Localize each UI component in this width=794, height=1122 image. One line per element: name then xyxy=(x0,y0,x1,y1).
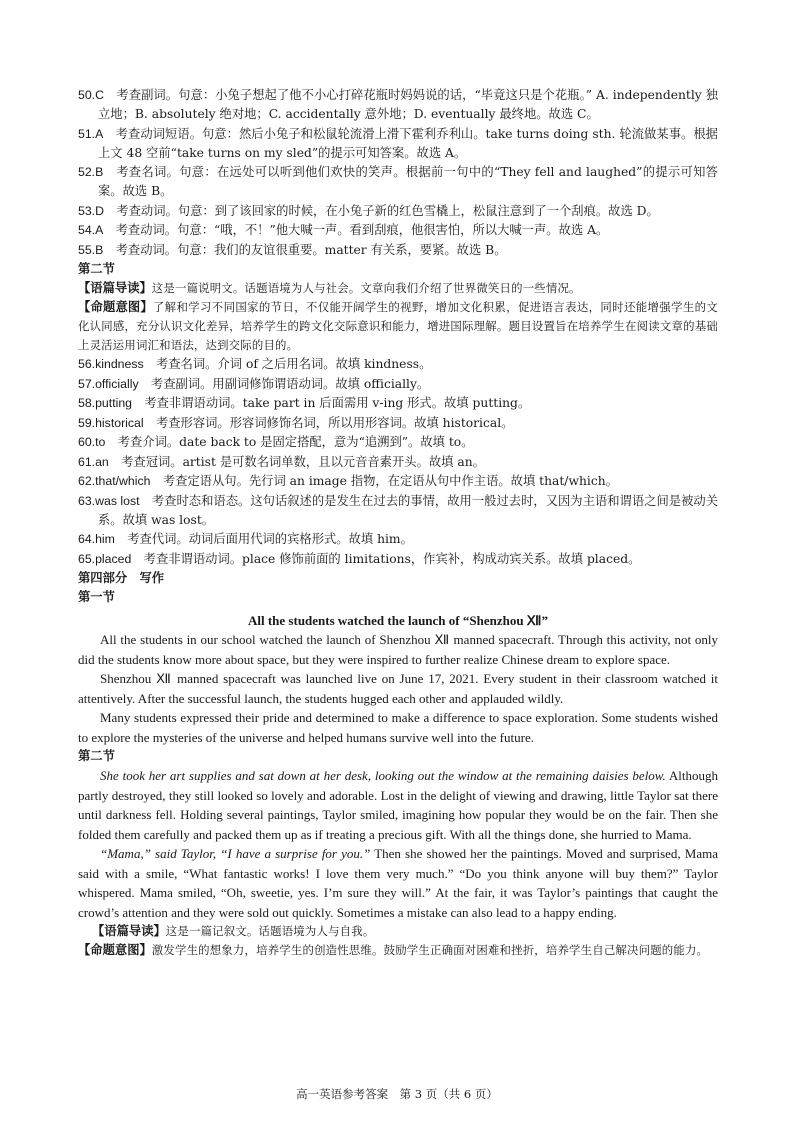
answer-number: 63.was lost xyxy=(78,493,140,508)
part-4-section-2-heading: 第二节 xyxy=(78,749,115,763)
essay-paragraph: All the students in our school watched the launch of Shenzhou Ⅻ manned spacecraft. Through this activity, not only did the students know more about space, but they were inspired to further realize Chinese dream to explore space. xyxy=(78,632,718,667)
answer-item xyxy=(78,241,718,260)
answer-number: 50.C xyxy=(78,88,104,102)
answer-number: 51.A xyxy=(78,126,104,141)
answer-item xyxy=(78,163,718,201)
design-intent-1 xyxy=(78,298,718,355)
story-p1-opening: She took her art supplies and sat down at her desk, looking out the window at the remaining daisies below. xyxy=(100,768,666,783)
intent-text: 激发学生的想象力，培养学生的创造性思维。鼓励学生正确面对困难和挫折，培养学生自己解决问题的能力。 xyxy=(151,943,709,957)
answer-explanation: 考查定语从句。先行词 an image 指物，在定语从句中作主语。故填 that/which。 xyxy=(162,474,618,488)
answer-item xyxy=(78,125,718,163)
answer-explanation: 考查副词。用副词修饰谓语动词。故填 officially。 xyxy=(150,376,430,391)
answer-item xyxy=(78,550,718,569)
answer-explanation: 考查非谓语动词。take part in 后面需用 v-ing 形式。故填 putting。 xyxy=(144,396,531,410)
answer-item xyxy=(78,414,718,433)
answer-item xyxy=(78,221,718,240)
answer-item xyxy=(78,433,718,452)
part-4-heading: 第四部分 写作 xyxy=(78,571,165,585)
answer-item xyxy=(78,472,718,491)
page-footer: 高一英语参考答案 第 3 页（共 6 页） xyxy=(296,1087,498,1101)
answer-item xyxy=(78,202,718,221)
answer-explanation: 考查冠词。artist 是可数名词单数，且以元音音素开头。故填 an。 xyxy=(121,454,485,469)
answer-explanation: 考查副词。句意：小兔子想起了他不小心打碎花瓶时妈妈说的话，“毕竟这只是个花瓶。” A. independently 独立地；B. absolutely 绝对地；C. accidentally 意外地；D. eventually 最终地。故选 C。 xyxy=(98,88,718,121)
answer-explanation: 考查名词。介词 of 之后用名词。故填 kindness。 xyxy=(155,357,432,371)
guide-tag: 【语篇导读】 xyxy=(92,924,166,938)
answer-item xyxy=(78,355,718,374)
answer-explanation: 考查名词。句意：在远处可以听到他们欢快的笑声。根据前一句中的“They fell and laughed”的提示可知答案。故选 B。 xyxy=(98,165,718,198)
answer-number: 57.officially xyxy=(78,376,139,391)
essay-paragraph: Many students expressed their pride and determined to make a difference to space exploration. Some students wished to explore the mysteries of the universe and helped humans survive well into the future. xyxy=(78,710,718,745)
story-p1-body: Although partly destroyed, they still looked so lovely and adorable. Lost in the delight of viewing and drawing, little Taylor sat there until darkness fell. Holding several paintings, Taylor smiled, imagining how popular they would be on the fair. Then she folded them carefully and packed them up as if treating a precious gift. With all the things done, she hurried to Mama. xyxy=(78,768,718,842)
answer-item xyxy=(78,394,718,413)
answer-item xyxy=(78,453,718,472)
intent-tag: 【命题意图】 xyxy=(78,943,152,957)
answer-explanation: 考查动词短语。句意：然后小兔子和松鼠轮流滑上滑下霍利乔利山。take turns doing sth. 轮流做某事。根据上文 48 空前“take turns on my sled”的提示可知答案。故选 A。 xyxy=(98,126,718,160)
answer-number: 64.him xyxy=(78,532,115,546)
passage-guide-1 xyxy=(78,279,718,298)
answer-explanation: 考查动词。句意：到了该回家的时候，在小兔子新的红色雪橇上，松鼠注意到了一个刮痕。故选 D。 xyxy=(116,203,659,218)
answer-explanation: 考查动词。句意：“哦，不！”他大喊一声。看到刮痕，他很害怕，所以大喊一声。故选 A。 xyxy=(115,223,609,237)
guide-text: 这是一篇说明文。话题语境为人与社会。文章向我们介绍了世界微笑日的一些情况。 xyxy=(151,281,581,295)
answer-item xyxy=(78,492,718,530)
intent-text: 了解和学习不同国家的节日，不仅能开阔学生的视野，增加文化积累，促进语言表达，同时还能增强学生的文化认同感，充分认识文化差异，培养学生的跨文化交际意识和能力，增进国际理解。题目设置旨在培养学生在阅读文章的基础上灵活运用词汇和语法，达到交际的目的。 xyxy=(78,300,718,352)
part-4-section-1-heading: 第一节 xyxy=(78,590,115,604)
passage-guide-2 xyxy=(78,922,718,941)
answer-number: 55.B xyxy=(78,242,104,257)
answer-number: 52.B xyxy=(78,165,104,179)
answer-item xyxy=(78,530,718,549)
answer-number: 61.an xyxy=(78,454,109,469)
story-p2-opening: “Mama,” said Taylor, “I have a surprise for you.” xyxy=(100,846,371,861)
guide-tag: 【语篇导读】 xyxy=(78,281,152,295)
story-paragraph-1 xyxy=(78,766,718,844)
essay-body xyxy=(78,630,718,747)
answer-explanation: 考查时态和语态。这句话叙述的是发生在过去的事情，故用一般过去时，又因为主语和谓语之间是被动关系。故填 was lost。 xyxy=(98,493,718,527)
answer-explanation: 考查介词。date back to 是固定搭配，意为“追溯到”。故填 to。 xyxy=(117,435,474,449)
answer-item xyxy=(78,86,718,124)
answer-explanation: 考查非谓语动词。place 修饰前面的 limitations，作宾补，构成动宾关系。故填 placed。 xyxy=(143,551,641,566)
section-2-heading: 第二节 xyxy=(78,262,115,276)
answer-explanation: 考查形容词。形容词修饰名词，所以用形容词。故填 historical。 xyxy=(155,415,514,430)
answer-number: 59.historical xyxy=(78,415,144,430)
story-paragraph-2 xyxy=(78,844,718,922)
guide-text: 这是一篇记叙文。话题语境为人与自我。 xyxy=(165,924,375,938)
answer-explanation: 考查代词。动词后面用代词的宾格形式。故填 him。 xyxy=(127,532,413,546)
answer-number: 65.placed xyxy=(78,551,132,566)
answer-explanation: 考查动词。句意：我们的友谊很重要。matter 有关系，要紧。故选 B。 xyxy=(115,242,507,257)
design-intent-2 xyxy=(78,941,718,960)
answer-number: 60.to xyxy=(78,435,106,449)
answer-item xyxy=(78,375,718,394)
essay-title: All the students watched the launch of “Shenzhou Ⅻ” xyxy=(247,613,549,628)
answer-number: 56.kindness xyxy=(78,357,144,371)
story-p2-body: Then she showed her the paintings. Moved and surprised, Mama said with a smile, “What fantastic works! I love them very much.” “Do you think anyone will buy them?” Taylor whispered. Mama smiled, “Oh, sweetie, yes. I’m sure they will.” At the fair, it was Taylor’s paintings that caught the crowd’s attention and they were sold out quickly. Sometimes a mistake can also lead to a happy ending. xyxy=(78,846,718,920)
page-content xyxy=(78,86,718,960)
answer-number: 62.that/which xyxy=(78,474,151,488)
answer-number: 58.putting xyxy=(78,396,133,410)
answers-50-55 xyxy=(78,86,718,260)
intent-tag: 【命题意图】 xyxy=(78,300,153,314)
essay-paragraph: Shenzhou Ⅻ manned spacecraft was launched live on June 17, 2021. Every student in their classroom watched it attentively. After the successful launch, the students hugged each other and applauded wildly. xyxy=(78,671,718,706)
answer-number: 53.D xyxy=(78,203,104,218)
answers-56-65 xyxy=(78,355,718,569)
answer-number: 54.A xyxy=(78,223,104,237)
